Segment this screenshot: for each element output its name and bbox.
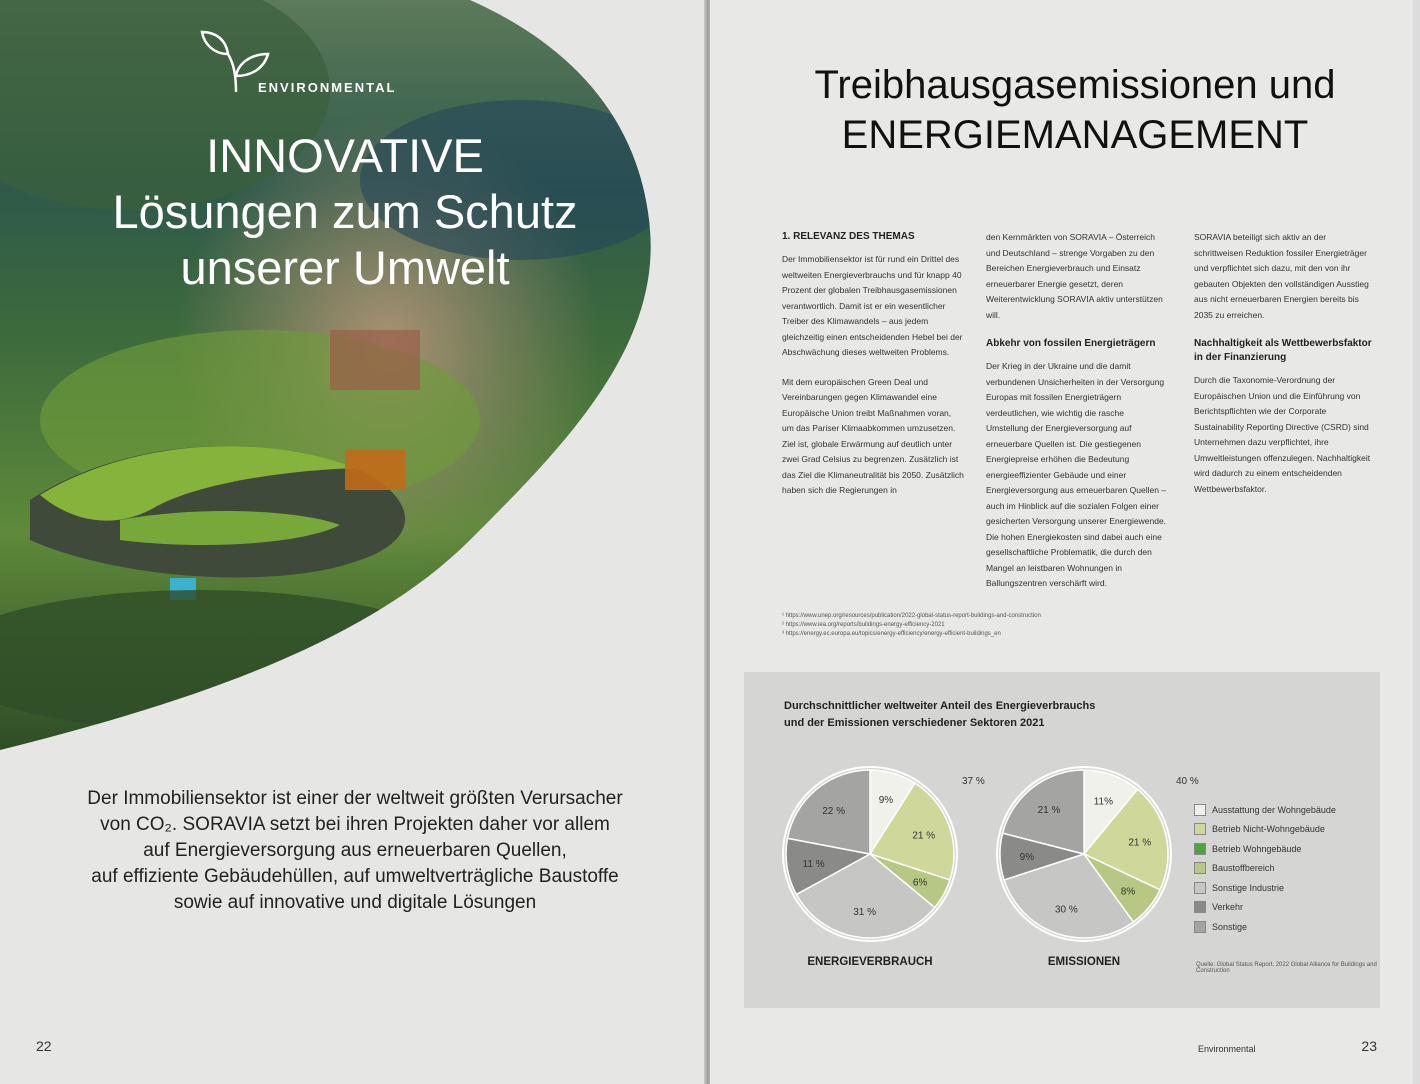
legend-label: Sonstige Industrie bbox=[1212, 882, 1285, 893]
intro-line: Der Immobiliensektor ist einer der weltweit größten Verursacher bbox=[87, 788, 623, 809]
section-heading: Nachhaltigkeit als Wettbewerbsfaktor in der Finanzierung bbox=[1194, 338, 1372, 363]
legend-item bbox=[1194, 878, 1336, 898]
text-column-3 bbox=[1194, 230, 1376, 511]
page-number-right: 23 bbox=[1361, 1038, 1377, 1054]
chart-panel bbox=[744, 672, 1380, 1008]
paragraph: Der Krieg in der Ukraine und die damit verbundenen Unsicherheiten in der Versorgung Europas mit fossilen Energieträgern verdeutlichen, wie wichtig die rasche Umstellung der Energieversorgung auf erneuerbare Quellen ist. Die gestiegenen Energiepreise erhöhen die Bedeutung energieeffizienter Gebäude und einer Energieversorgung aus erneuerbaren Quellen – auch im Hinblick auf die sozialen Folgen einer gesicherten Versorgung unserer Energiewende. Die hohen Energiekosten sind dabei auch eine gesellschaftliche Problematik, die durch den Mangel an leistbaren Wohnungen in Ballungszentren verschärft wird. bbox=[986, 361, 1167, 588]
pie-slice-label: 9% bbox=[1019, 851, 1035, 863]
footnote: ³ https://energy.ec.europa.eu/topics/energy-efficiency/energy-efficient-buildings_en bbox=[782, 631, 1001, 637]
intro-line: sowie auf innovative und digitale Lösungen bbox=[173, 892, 537, 913]
paragraph: Mit dem europäischen Green Deal und Vereinbarungen gegen Klimawandel eine Europäische Union treibt Maßnahmen voran, um das Pariser Klimaabkommen umzusetzen. Ziel ist, globale Erwärmung auf deutlich unter zwei Grad Celsius zu begrenzen. Zusätzlich ist das Ziel die Klimaneutralität bis 2050. Zusätzlich haben sich die Regierungen in bbox=[782, 376, 964, 495]
chart-legend bbox=[1194, 800, 1336, 937]
pie-charts bbox=[744, 758, 1199, 958]
intro-line: von CO₂. SORAVIA setzt bei ihren Projekten daher vor allem bbox=[100, 814, 610, 835]
pie-slice-label: 30 % bbox=[1054, 904, 1078, 916]
legend-swatch bbox=[1194, 804, 1206, 816]
footnotes bbox=[782, 612, 1162, 639]
left-page bbox=[0, 0, 706, 1084]
page-footer-label: Environmental bbox=[1198, 1044, 1256, 1054]
paragraph: Durch die Taxonomie-Verordnung der Europäischen Union und die Einführung von Berichtspflichten wie der Corporate Sustainability Reporting Directive (CSRD) sind Unternehmen dazu verpflichtet, ihre Umweltleistungen offenzulegen. Nachhaltigkeit wird dadurch zu einem entscheidenden Wettbewerbsfaktor. bbox=[1194, 375, 1371, 494]
text-column-1 bbox=[782, 230, 964, 513]
page-number-left: 22 bbox=[36, 1038, 52, 1054]
page-title-line: Treibhausgasemissionen und bbox=[814, 63, 1336, 107]
page-title bbox=[730, 60, 1420, 160]
hero-title-line: Lösungen zum Schutz bbox=[112, 185, 578, 238]
footnote: ¹ https://www.unep.org/resources/publication/2022-global-status-report-buildings-and-construction bbox=[782, 613, 1041, 619]
legend-swatch bbox=[1194, 901, 1206, 913]
legend-swatch bbox=[1194, 843, 1206, 855]
hero-image bbox=[0, 0, 706, 760]
footnote: ² https://www.iea.org/reports/buildings-energy-efficiency-2021 bbox=[782, 622, 945, 628]
text-column-2 bbox=[986, 230, 1168, 606]
pie-slice-label: 11 % bbox=[802, 858, 825, 870]
section-label: ENVIRONMENTAL bbox=[258, 80, 397, 95]
pie-slice-label: 8% bbox=[1120, 886, 1136, 898]
intro-text bbox=[40, 786, 670, 916]
legend-swatch bbox=[1194, 823, 1206, 835]
pie-slice-label: 6% bbox=[912, 877, 928, 889]
section-heading: 1. RELEVANZ DES THEMAS bbox=[782, 231, 915, 242]
legend-item bbox=[1194, 859, 1336, 879]
section-heading: Abkehr von fossilen Energieträgern bbox=[986, 338, 1156, 349]
chart-title-line: Durchschnittlicher weltweiter Anteil des Energieverbrauchs bbox=[784, 700, 1096, 712]
pie-slice-label: 21 % bbox=[1128, 837, 1152, 849]
legend-item bbox=[1194, 839, 1336, 859]
pie-slice-label: 31 % bbox=[853, 906, 877, 918]
pie-slice-label: 21 % bbox=[1037, 804, 1061, 816]
legend-swatch bbox=[1194, 921, 1206, 933]
intro-line: auf effiziente Gebäudehüllen, auf umweltverträgliche Baustoffe bbox=[91, 866, 619, 887]
chart-title-line: und der Emissionen verschiedener Sektoren 2021 bbox=[784, 717, 1045, 729]
chart-source: Quelle: Global Status Report, 2022 Global Alliance for Buildings and Construction bbox=[1196, 962, 1377, 974]
paragraph: SORAVIA beteiligt sich aktiv an der schrittweisen Reduktion fossiler Energieträger und verpflichtet sich dazu, mit den von ihr gebauten Objekten den vollständigen Ausstieg aus nicht erneuerbaren Energien bereits bis 2035 zu erreichen. bbox=[1194, 232, 1369, 320]
hero-title-line: INNOVATIVE bbox=[206, 129, 484, 182]
page-title-line: ENERGIEMANAGEMENT bbox=[841, 113, 1309, 157]
pie-caption-energy: ENERGIEVERBRAUCH bbox=[807, 956, 933, 968]
legend-item bbox=[1194, 898, 1336, 918]
legend-swatch bbox=[1194, 862, 1206, 874]
legend-label: Betrieb Wohngebäude bbox=[1212, 843, 1302, 854]
legend-item bbox=[1194, 917, 1336, 937]
legend-label: Verkehr bbox=[1212, 902, 1244, 913]
legend-item bbox=[1194, 820, 1336, 840]
pie-slice-label: 22 % bbox=[822, 805, 845, 817]
intro-line: auf Energieversorgung aus erneuerbaren Quellen, bbox=[143, 840, 567, 861]
paragraph: Der Immobiliensektor ist für rund ein Drittel des weltweiten Energieverbrauchs und für knapp 40 Prozent der globalen Treibhausgasemissionen verantwortlich. Damit ist er ein wesentlicher Treiber des Klimawandels – aus jedem gleichzeitig einen entscheidenden Hebel bei der Abschwächung dieses weltweiten Problems. bbox=[782, 254, 963, 357]
legend-label: Ausstattung der Wohngebäude bbox=[1212, 804, 1336, 815]
legend-label: Baustoffbereich bbox=[1212, 863, 1275, 874]
pie-slice-label: 9% bbox=[878, 795, 894, 807]
legend-label: Betrieb Nicht-Wohngebäude bbox=[1212, 824, 1325, 835]
legend-label: Sonstige bbox=[1212, 921, 1248, 932]
hero-title bbox=[40, 128, 650, 296]
pie-caption-emissions: EMISSIONEN bbox=[1047, 956, 1121, 968]
pie-group-label: 37 % bbox=[962, 776, 985, 787]
right-page bbox=[710, 0, 1413, 1084]
legend-item bbox=[1194, 800, 1336, 820]
hero-title-line: unserer Umwelt bbox=[180, 241, 510, 294]
pie-slice-label: 11% bbox=[1093, 796, 1113, 808]
pie-group-label: 40 % bbox=[1176, 776, 1199, 787]
pie-slice-label: 21 % bbox=[912, 830, 936, 842]
paragraph: den Kernmärkten von SORAVIA – Österreich und Deutschland – strenge Vorgaben zu den Bereichen Energieverbrauch und Einsatz erneuerbarer Energie gesetzt, deren Weiterentwicklung SORAVIA aktiv unterstützen will. bbox=[986, 232, 1163, 320]
legend-swatch bbox=[1194, 882, 1206, 894]
chart-title bbox=[784, 698, 1184, 732]
